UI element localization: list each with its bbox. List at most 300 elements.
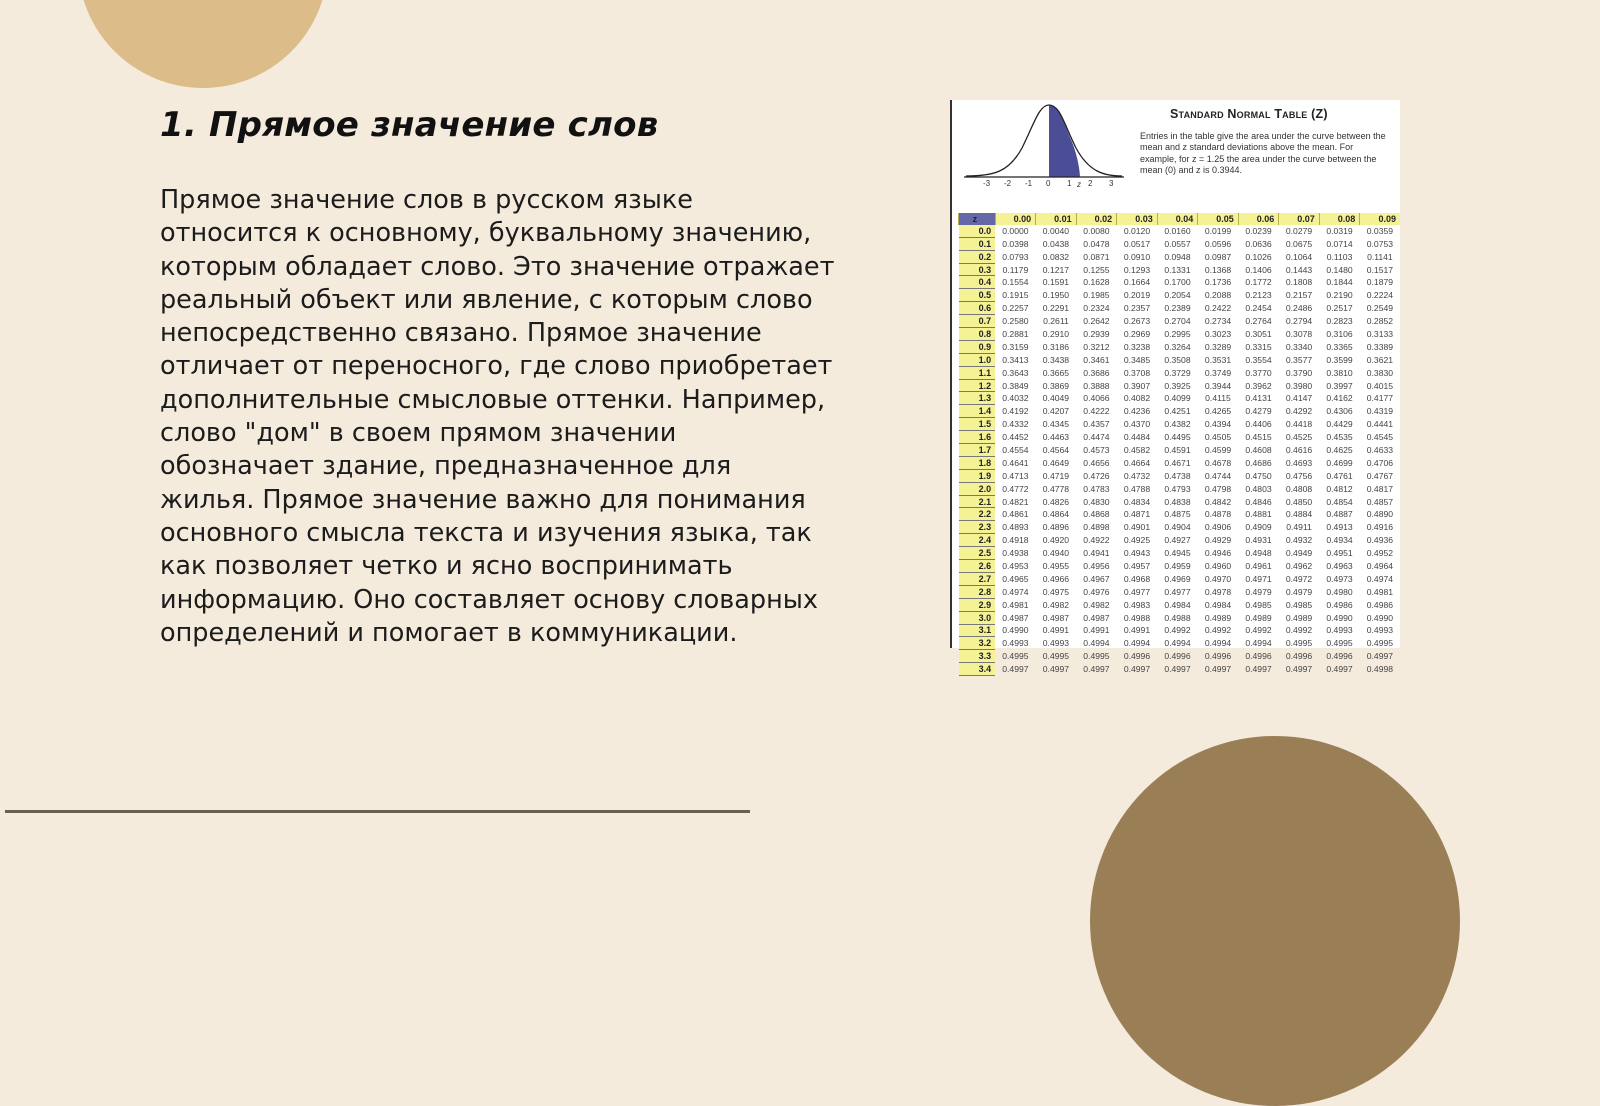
z-table-cell: 0.0000 (1002, 226, 1029, 237)
z-table-cell: 0.4082 (1123, 393, 1151, 404)
z-table-cell: 0.4948 (1245, 548, 1272, 559)
z-table-cell: 0.4965 (1002, 573, 1029, 584)
z-table-row (959, 340, 1401, 353)
z-table-cell: 0.4767 (1366, 470, 1394, 481)
z-table-cell: 0.4834 (1123, 496, 1151, 507)
z-table-cell: 0.4778 (1042, 483, 1070, 494)
z-table-cell: 0.2157 (1285, 290, 1313, 301)
z-table-cell: 0.4951 (1326, 548, 1353, 559)
z-table-cell: 0.1700 (1164, 277, 1191, 288)
z-table-cell: 0.3980 (1285, 380, 1313, 391)
z-table-cell: 0.3997 (1326, 380, 1353, 391)
z-table-cell: 0.4997 (1002, 664, 1029, 675)
z-table-cell: 0.4713 (1002, 470, 1029, 481)
z-table-row (959, 289, 1401, 302)
z-table-cell: 0.4726 (1083, 470, 1110, 481)
z-table-cell: 0.1406 (1245, 264, 1272, 275)
z-table-cell: 0.4875 (1164, 509, 1191, 520)
z-table-cell: 0.1985 (1083, 290, 1110, 301)
z-table-cell: 0.0080 (1083, 226, 1110, 237)
z-table-cell: 0.2611 (1043, 316, 1069, 327)
z-table-cell: 0.4968 (1123, 573, 1151, 584)
z-table-cell: 0.3729 (1164, 367, 1191, 378)
z-table-cell: 0.4884 (1285, 509, 1313, 520)
z-table-cell: 0.4929 (1204, 535, 1232, 546)
body-text-line: жилья. Прямое значение важно для понимания (160, 484, 806, 515)
z-table-cell: 0.4997 (1042, 664, 1070, 675)
z-table-cell: 0.4997 (1245, 664, 1272, 675)
z-table-row-header: 1.4 (959, 405, 996, 418)
z-table-cell: 0.4706 (1366, 457, 1394, 468)
z-table-cell: 0.4982 (1083, 599, 1110, 610)
z-table-cell: 0.4992 (1204, 625, 1232, 636)
z-table-cell: 0.4382 (1164, 419, 1191, 430)
z-table-cell: 0.4798 (1204, 483, 1232, 494)
z-table-cell: 0.0279 (1285, 226, 1313, 237)
z-table-cell: 0.4936 (1366, 535, 1394, 546)
z-table-cell: 0.4996 (1123, 651, 1151, 662)
z-table-cell: 0.3264 (1164, 341, 1191, 352)
z-table-cell: 0.4986 (1366, 599, 1394, 610)
z-table-cell: 0.3340 (1285, 341, 1313, 352)
z-table-cell: 0.4441 (1366, 419, 1394, 430)
z-table-cell: 0.4803 (1245, 483, 1272, 494)
z-table-cell: 0.4996 (1245, 651, 1272, 662)
z-table-row-header: 1.8 (959, 456, 996, 469)
z-table-cell: 0.3643 (1002, 367, 1029, 378)
z-table-row-header: 0.8 (959, 328, 996, 341)
z-table-cell: 0.4817 (1366, 483, 1394, 494)
z-table-cell: 0.4192 (1002, 406, 1029, 417)
z-table-row-header: 2.4 (959, 534, 996, 547)
z-table-cell: 0.4913 (1326, 522, 1353, 533)
z-table-cell: 0.2190 (1326, 290, 1353, 301)
z-table-cell: 0.3554 (1245, 354, 1272, 365)
z-table-row (959, 547, 1401, 560)
z-table-column-header: 0.06 (1238, 213, 1279, 225)
z-table-cell: 0.3159 (1002, 341, 1029, 352)
z-table-row (959, 353, 1401, 366)
z-table-row (959, 611, 1401, 624)
z-table-cell: 0.4664 (1123, 457, 1151, 468)
z-table-cell: 0.4162 (1326, 393, 1353, 404)
z-table-cell: 0.4997 (1204, 664, 1232, 675)
z-table-cell: 0.3770 (1245, 367, 1272, 378)
z-table-cell: 0.4994 (1245, 638, 1272, 649)
z-table-cell: 0.4941 (1083, 548, 1110, 559)
z-table-cell: 0.4857 (1366, 496, 1394, 507)
z-table-cell: 0.4990 (1366, 612, 1394, 623)
z-table-cell: 0.4693 (1285, 457, 1313, 468)
z-table-cell: 0.3389 (1366, 341, 1394, 352)
z-table-cell: 0.2486 (1285, 303, 1313, 314)
z-table-cell: 0.4515 (1245, 432, 1272, 443)
z-table-cell: 0.4525 (1285, 432, 1313, 443)
z-table-row (959, 521, 1401, 534)
z-table-cell: 0.0948 (1164, 251, 1191, 262)
z-table-cell: 0.4989 (1285, 612, 1313, 623)
body-text-line: как позволяет четко и ясно воспринимать (160, 551, 733, 582)
z-table-cell: 0.4972 (1285, 573, 1313, 584)
z-table-column-header: 0.01 (1036, 213, 1077, 225)
z-table-cell: 0.3212 (1083, 341, 1110, 352)
z-table-row-header: 2.9 (959, 598, 996, 611)
z-table-cell: 0.4633 (1366, 444, 1394, 455)
z-table-cell: 0.3485 (1123, 354, 1151, 365)
z-table-cell: 0.4357 (1083, 419, 1110, 430)
svg-text:-3: -3 (983, 179, 991, 187)
z-table-row (959, 560, 1401, 573)
z-table-cell: 0.4878 (1204, 509, 1232, 520)
z-table-cell: 0.4955 (1042, 560, 1070, 571)
z-table-cell: 0.4854 (1326, 496, 1353, 507)
divider-line (5, 810, 750, 813)
z-table-cell: 0.1103 (1326, 251, 1353, 262)
z-table-cell: 0.3830 (1366, 367, 1394, 378)
z-table-row (959, 444, 1401, 457)
z-table-cell: 0.4049 (1042, 393, 1070, 404)
z-table-cell: 0.4306 (1326, 406, 1353, 417)
z-table-column-header: 0.00 (995, 213, 1036, 225)
z-table-cell: 0.4906 (1204, 522, 1232, 533)
z-table-cell: 0.4985 (1245, 599, 1272, 610)
z-table-cell: 0.2910 (1042, 328, 1070, 339)
z-table-row (959, 392, 1401, 405)
z-table-row-header: 0.9 (959, 340, 996, 353)
z-table-row-header: 2.1 (959, 495, 996, 508)
z-table-cell: 0.4991 (1083, 625, 1110, 636)
z-table-cell: 0.0910 (1123, 251, 1151, 262)
z-table-cell: 0.0359 (1366, 226, 1394, 237)
z-table-cell: 0.4969 (1164, 573, 1191, 584)
z-table-cell: 0.4279 (1245, 406, 1272, 417)
z-table-row (959, 624, 1401, 637)
z-table-cell: 0.4987 (1002, 612, 1029, 623)
z-table-row-header: 2.0 (959, 482, 996, 495)
z-table-cell: 0.3708 (1123, 367, 1151, 378)
z-table-cell: 0.3849 (1002, 380, 1029, 391)
z-table-cell: 0.4943 (1123, 548, 1151, 559)
z-table-cell: 0.4995 (1366, 638, 1394, 649)
z-table-column-header: 0.03 (1117, 213, 1158, 225)
z-table-cell: 0.4861 (1002, 509, 1029, 520)
z-table-cell: 0.4896 (1042, 522, 1070, 533)
z-table-cell: 0.4996 (1326, 651, 1353, 662)
z-table-cell: 0.4678 (1204, 457, 1232, 468)
z-table-row-header: 1.0 (959, 353, 996, 366)
slide-body-text (160, 184, 850, 650)
z-table-cell: 0.4846 (1245, 496, 1272, 507)
z-table (958, 213, 1400, 676)
z-table-cell: 0.4982 (1042, 599, 1070, 610)
standard-normal-table-image (950, 100, 1400, 675)
z-table-row (959, 585, 1401, 598)
z-table-cell: 0.2224 (1366, 290, 1394, 301)
z-table-cell: 0.4975 (1042, 586, 1070, 597)
z-table-cell: 0.4406 (1245, 419, 1272, 430)
z-table-cell: 0.1026 (1245, 251, 1272, 262)
z-table-cell: 0.4992 (1285, 625, 1313, 636)
z-table-cell: 0.2764 (1245, 316, 1272, 327)
z-table-row (959, 534, 1401, 547)
z-table-cell: 0.4830 (1083, 496, 1110, 507)
z-table-cell: 0.4938 (1002, 548, 1029, 559)
z-table-cell: 0.2517 (1326, 303, 1353, 314)
z-table-cell: 0.2823 (1326, 316, 1353, 327)
z-table-cell: 0.4995 (1002, 651, 1029, 662)
z-table-cell: 0.4966 (1042, 573, 1070, 584)
z-table-cell: 0.4978 (1204, 586, 1232, 597)
z-table-row-header: 1.6 (959, 431, 996, 444)
body-text-line: которым обладает слово. Это значение отражает (160, 251, 835, 282)
z-table-cell: 0.4394 (1204, 419, 1232, 430)
z-table-cell: 0.4418 (1285, 419, 1313, 430)
z-table-cell: 0.4949 (1285, 548, 1313, 559)
z-table-cell: 0.1736 (1204, 277, 1232, 288)
z-table-cell: 0.2389 (1164, 303, 1191, 314)
z-table-cell: 0.3888 (1083, 380, 1110, 391)
z-table-column-header: 0.05 (1198, 213, 1239, 225)
z-table-cell: 0.2734 (1204, 316, 1232, 327)
z-table-cell: 0.4977 (1164, 586, 1191, 597)
z-table-cell: 0.4940 (1042, 548, 1070, 559)
z-table-column-header: 0.04 (1157, 213, 1198, 225)
z-table-cell: 0.4989 (1204, 612, 1232, 623)
z-table-cell: 0.1517 (1366, 264, 1394, 275)
z-table-cell: 0.0438 (1042, 238, 1070, 249)
z-table-cell: 0.4974 (1002, 586, 1029, 597)
z-table-cell: 0.4987 (1083, 612, 1110, 623)
z-table-cell: 0.4997 (1083, 664, 1110, 675)
z-table-cell: 0.2794 (1285, 316, 1313, 327)
svg-text:z: z (1077, 180, 1081, 187)
z-table-cell: 0.3365 (1326, 341, 1353, 352)
z-table-cell: 0.0636 (1245, 238, 1272, 249)
z-table-cell: 0.4265 (1204, 406, 1232, 417)
z-table-cell: 0.4971 (1245, 573, 1272, 584)
z-table-cell: 0.4986 (1326, 599, 1353, 610)
z-table-cell: 0.3133 (1366, 328, 1394, 339)
z-table-cell: 0.4484 (1123, 432, 1151, 443)
z-table-cell: 0.3413 (1002, 354, 1029, 365)
z-table-cell: 0.4997 (1164, 664, 1191, 675)
body-text-line: дополнительные смысловые оттенки. Например, (160, 384, 826, 415)
z-table-row (959, 431, 1401, 444)
z-table-cell: 0.3925 (1164, 380, 1191, 391)
z-table-cell: 0.4505 (1204, 432, 1232, 443)
z-table-cell: 0.4992 (1245, 625, 1272, 636)
z-table-cell: 0.1217 (1042, 264, 1070, 275)
z-table-column-header: 0.09 (1360, 213, 1400, 225)
z-table-cell: 0.4995 (1042, 651, 1070, 662)
z-table-row-header: 0.5 (959, 289, 996, 302)
z-table-cell: 0.1628 (1083, 277, 1110, 288)
z-table-cell: 0.4990 (1002, 625, 1029, 636)
body-text-line: Прямое значение слов в русском языке (160, 185, 693, 215)
z-table-cell: 0.3621 (1366, 354, 1394, 365)
z-table-cell: 0.4997 (1366, 651, 1394, 662)
z-table-row-header: 0.2 (959, 250, 996, 263)
z-table-cell: 0.4582 (1123, 444, 1151, 455)
body-text-line: относится к основному, буквальному значению, (160, 218, 812, 249)
z-table-cell: 0.4812 (1326, 483, 1353, 494)
z-table-cell: 0.4988 (1123, 612, 1151, 623)
z-table-cell: 0.2969 (1123, 328, 1151, 339)
z-table-cell: 0.3749 (1204, 367, 1232, 378)
z-table-cell: 0.4997 (1285, 664, 1313, 675)
z-table-cell: 0.3461 (1083, 354, 1110, 365)
z-table-cell: 0.1950 (1042, 290, 1070, 301)
z-table-cell: 0.4015 (1366, 380, 1394, 391)
z-table-cell: 0.4738 (1164, 470, 1191, 481)
z-table-cell: 0.4599 (1204, 444, 1232, 455)
z-table-cell: 0.1879 (1366, 277, 1394, 288)
body-text-line: непосредственно связано. Прямое значение (160, 318, 762, 349)
z-table-cell: 0.0319 (1326, 226, 1353, 237)
z-table-cell: 0.3023 (1204, 328, 1232, 339)
z-table-cell: 0.0398 (1002, 238, 1029, 249)
z-table-cell: 0.4911 (1286, 522, 1312, 533)
z-table-cell: 0.2123 (1245, 290, 1272, 301)
z-table-cell: 0.4429 (1326, 419, 1353, 430)
z-table-cell: 0.4977 (1123, 586, 1151, 597)
z-table-cell: 0.4656 (1083, 457, 1110, 468)
z-table-cell: 0.4990 (1326, 612, 1353, 623)
z-table-row-header: 2.2 (959, 508, 996, 521)
z-table-cell: 0.4901 (1123, 522, 1151, 533)
z-table-cell: 0.2995 (1164, 328, 1191, 339)
z-table-cell: 0.3686 (1083, 367, 1110, 378)
z-table-cell: 0.4920 (1042, 535, 1070, 546)
z-table-cell: 0.4641 (1002, 457, 1029, 468)
z-table-cell: 0.4793 (1164, 483, 1191, 494)
z-table-row (959, 572, 1401, 585)
z-table-cell: 0.4992 (1164, 625, 1191, 636)
z-table-cell: 0.1368 (1204, 264, 1232, 275)
z-table-row-header: 0.6 (959, 302, 996, 315)
z-table-cell: 0.4974 (1366, 573, 1394, 584)
body-text-line: реальный объект или явление, с которым слово (160, 284, 813, 315)
z-table-cell: 0.4963 (1326, 560, 1353, 571)
z-table-cell: 0.4881 (1245, 509, 1272, 520)
z-table-cell: 0.4474 (1083, 432, 1110, 443)
z-table-cell: 0.4671 (1164, 457, 1191, 468)
z-table-cell: 0.2642 (1083, 316, 1110, 327)
z-table-cell: 0.0596 (1204, 238, 1232, 249)
z-table-cell: 0.2580 (1002, 316, 1029, 327)
figure-description: Entries in the table give the area under the curve between the mean and z standard deviations above the mean. For example, for z = 1.25 the area under the curve between the mean (0) and z is 0.3944. (1140, 131, 1386, 175)
z-table-row-header: 1.5 (959, 418, 996, 431)
z-table-row-header: 2.8 (959, 585, 996, 598)
z-table-row-header: 0.4 (959, 276, 996, 289)
z-table-cell: 0.4066 (1083, 393, 1110, 404)
z-table-cell: 0.4452 (1002, 432, 1029, 443)
z-table-cell: 0.0517 (1123, 238, 1151, 249)
z-table-row-header: 3.1 (959, 624, 996, 637)
z-table-row (959, 237, 1401, 250)
z-table-cell: 0.4995 (1285, 638, 1313, 649)
z-table-cell: 0.1480 (1326, 264, 1353, 275)
z-table-cell: 0.4918 (1002, 535, 1029, 546)
z-table-cell: 0.4864 (1042, 509, 1070, 520)
z-table-cell: 0.4964 (1366, 560, 1394, 571)
z-table-row-header: 1.3 (959, 392, 996, 405)
z-table-cell: 0.4979 (1285, 586, 1313, 597)
z-table-corner-header: z (959, 213, 996, 225)
z-table-cell: 0.4988 (1164, 612, 1191, 623)
decorative-circle-top (78, 0, 328, 88)
z-table-cell: 0.4993 (1002, 638, 1029, 649)
z-table-row (959, 456, 1401, 469)
z-table-cell: 0.4686 (1245, 457, 1272, 468)
z-table-cell: 0.4983 (1123, 599, 1151, 610)
z-table-cell: 0.4922 (1083, 535, 1110, 546)
z-table-cell: 0.4177 (1366, 393, 1394, 404)
z-table-cell: 0.0160 (1164, 226, 1191, 237)
z-table-cell: 0.4957 (1123, 560, 1151, 571)
z-table-cell: 0.4985 (1285, 599, 1313, 610)
z-table-cell: 0.4370 (1123, 419, 1151, 430)
z-table-row (959, 650, 1401, 663)
z-table-cell: 0.4099 (1164, 393, 1191, 404)
z-table-cell: 0.4222 (1083, 406, 1110, 417)
z-table-cell: 0.4989 (1245, 612, 1272, 623)
z-table-cell: 0.0040 (1042, 226, 1070, 237)
z-table-cell: 0.4699 (1326, 457, 1353, 468)
z-table-cell: 0.4850 (1285, 496, 1313, 507)
z-table-cell: 0.4616 (1285, 444, 1313, 455)
z-table-cell: 0.4973 (1326, 573, 1353, 584)
svg-text:-2: -2 (1004, 179, 1012, 187)
z-table-cell: 0.4871 (1123, 509, 1151, 520)
z-table-cell: 0.4821 (1002, 496, 1029, 507)
z-table-cell: 0.4960 (1204, 560, 1232, 571)
z-table-cell: 0.4495 (1164, 432, 1191, 443)
z-table-cell: 0.3078 (1285, 328, 1313, 339)
z-table-cell: 0.4292 (1285, 406, 1313, 417)
z-table-cell: 0.3186 (1042, 341, 1070, 352)
z-table-row (959, 225, 1401, 237)
z-table-row (959, 663, 1401, 676)
z-table-cell: 0.0120 (1123, 226, 1151, 237)
z-table-cell: 0.1664 (1123, 277, 1151, 288)
z-table-cell: 0.4761 (1326, 470, 1353, 481)
z-table-cell: 0.4898 (1083, 522, 1110, 533)
z-table-cell: 0.4925 (1123, 535, 1151, 546)
z-table-cell: 0.0793 (1002, 251, 1029, 262)
z-table-cell: 0.4934 (1326, 535, 1353, 546)
z-table-cell: 0.1554 (1002, 277, 1029, 288)
z-table-cell: 0.2422 (1204, 303, 1232, 314)
z-table-cell: 0.1915 (1002, 290, 1029, 301)
z-table-cell: 0.4147 (1285, 393, 1313, 404)
z-table-row-header: 0.1 (959, 237, 996, 250)
z-table-cell: 0.4564 (1042, 444, 1070, 455)
z-table-cell: 0.4984 (1204, 599, 1232, 610)
z-table-cell: 0.4319 (1366, 406, 1394, 417)
z-table-cell: 0.2019 (1123, 290, 1151, 301)
z-table-cell: 0.4750 (1245, 470, 1272, 481)
z-table-cell: 0.4345 (1042, 419, 1070, 430)
z-table-cell: 0.4904 (1164, 522, 1191, 533)
z-table-cell: 0.4838 (1164, 496, 1191, 507)
z-table-cell: 0.1179 (1002, 264, 1029, 275)
z-table-cell: 0.4959 (1164, 560, 1191, 571)
z-table-cell: 0.0199 (1204, 226, 1232, 237)
z-table-row-header: 3.2 (959, 637, 996, 650)
z-table-cell: 0.3531 (1204, 354, 1232, 365)
z-table-cell: 0.4967 (1083, 573, 1110, 584)
